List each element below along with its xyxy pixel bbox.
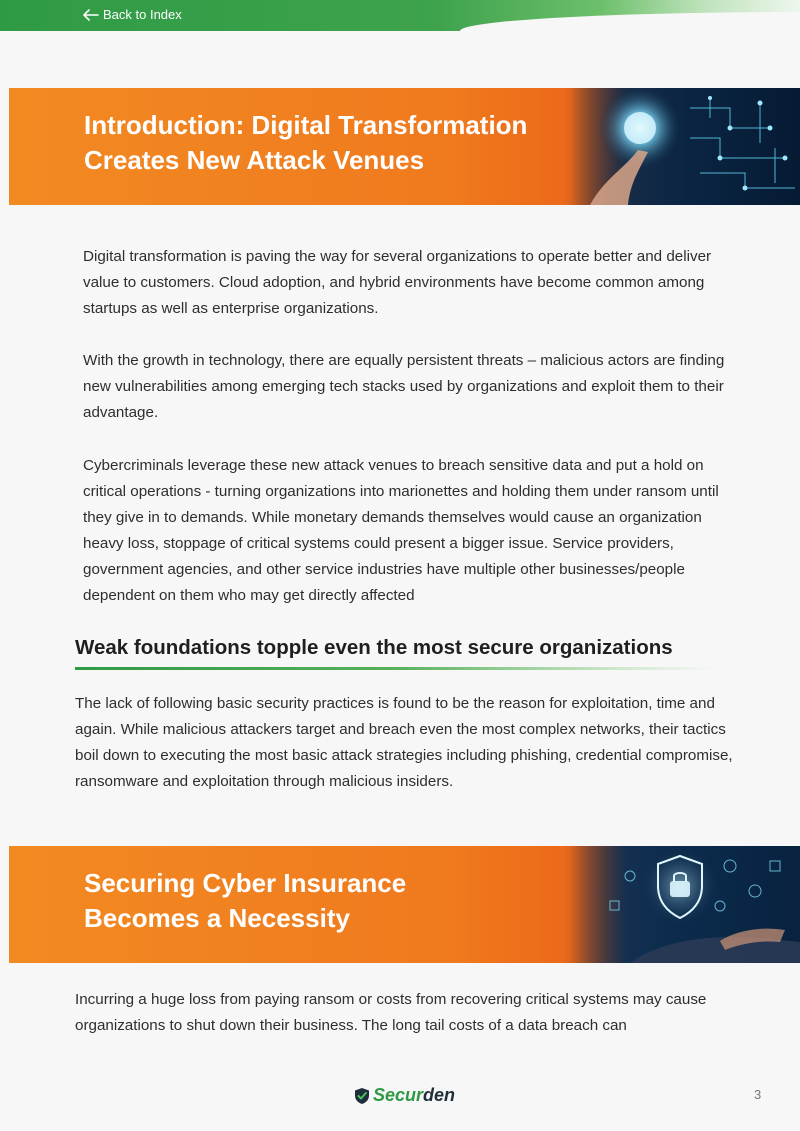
brand-name-part1: Secur (373, 1085, 424, 1105)
section-banner-cyber-insurance (9, 846, 800, 963)
top-bar-wave (460, 12, 800, 31)
back-to-index-link[interactable] (83, 7, 182, 22)
section-title-line2: Becomes a Necessity (84, 903, 350, 933)
section-title-line1: Introduction: Digital Transformation (84, 110, 528, 140)
intro-paragraph-1: Digital transformation is paving the way for several organizations to operate better and deliver value to customers. Cloud adoption, and hybrid environments have become common among startups as well as enterprise organizations. (83, 248, 712, 317)
intro-paragraph-2: With the growth in technology, there are equally persistent threats – malicious actors are finding new vulnerabilities among emerging tech stacks used by organizations and exploit them to their advantage. (83, 352, 725, 421)
section-banner-introduction (9, 88, 800, 205)
arrow-left-icon (83, 9, 99, 21)
cyber-insurance-paragraph: Incurring a huge loss from paying ransom or costs from recovering critical systems may cause organizations to shut down their business. The long tail costs of a data breach can (75, 991, 707, 1034)
weak-foundations-heading: Weak foundations topple even the most secure organizations (75, 636, 673, 659)
padlock-shield-image (570, 846, 800, 963)
brand-name-part2: den (423, 1085, 456, 1105)
section-title-line1: Securing Cyber Insurance (84, 868, 407, 898)
section-title (84, 866, 406, 936)
intro-paragraph-3: Cybercriminals leverage these new attack venues to breach sensitive data and put a hold on critical operations - turning organizations into marionettes and holding them under ransom until they give in to demands. While monetary demands themselves would cause an organization heavy loss, stoppage of critical systems could present a bigger issue. Service providers, government agencies, and other service industries have multiple other businesses/people dependent on them who may get directly affected (83, 457, 719, 604)
section-title-line2: Creates New Attack Venues (84, 145, 425, 175)
securden-logo (354, 1085, 455, 1106)
heading-underline (75, 667, 715, 670)
brand-name (373, 1085, 455, 1106)
back-link-label: Back to Index (103, 7, 182, 22)
weak-foundations-paragraph: The lack of following basic security practices is found to be the reason for exploitation, time and again. While malicious attackers target and breach even the most complex networks, their tactics boil down to executing the most basic attack strategies including phishing, credential compromise, ransomware and exploitation through malicious insiders. (75, 695, 733, 790)
section-title (84, 108, 527, 178)
shield-check-icon (354, 1087, 370, 1105)
digital-network-image (570, 88, 800, 205)
top-bar (0, 0, 800, 31)
page-number: 3 (754, 1087, 762, 1102)
